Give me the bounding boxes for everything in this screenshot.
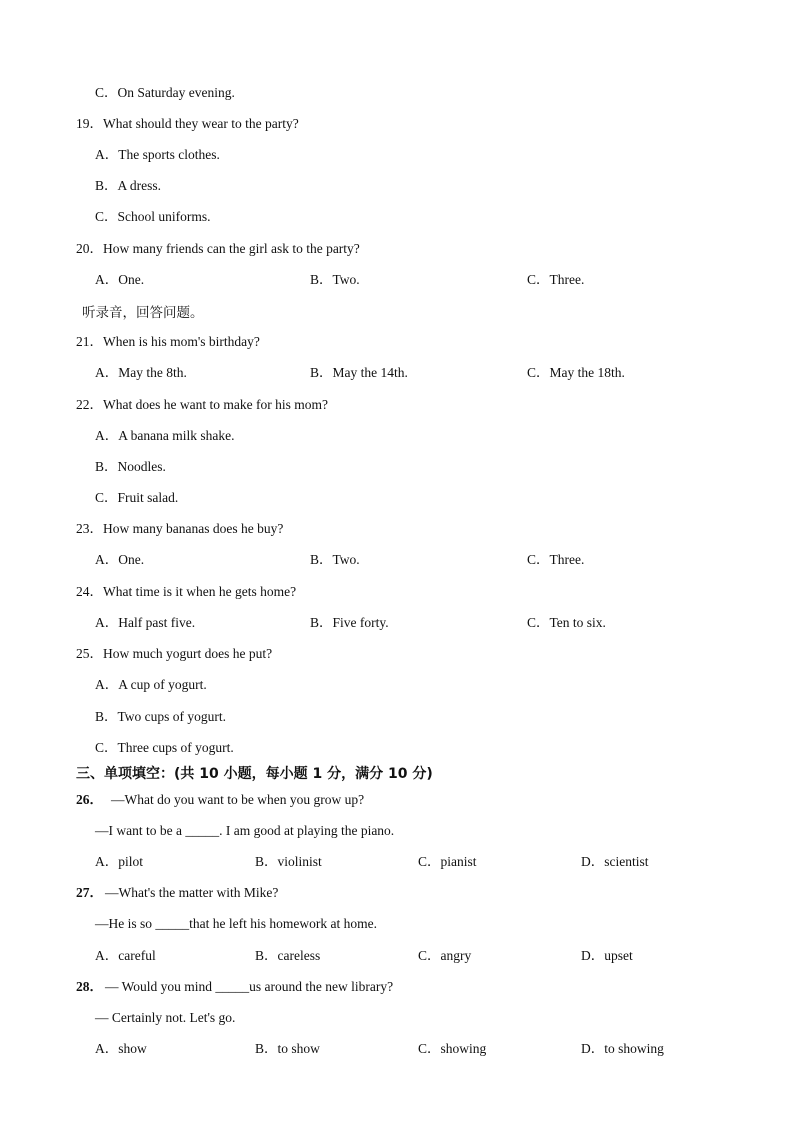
- q28-stem: — Would you mind _____us around the new library?: [105, 979, 394, 994]
- q23-option-b: B．Two.: [310, 552, 360, 567]
- q19-option-c: C．School uniforms.: [95, 209, 211, 224]
- q28-option-a: A．show: [95, 1041, 147, 1056]
- q26-number: 26．: [76, 792, 103, 807]
- q21-option-c: C．May the 18th.: [527, 365, 625, 380]
- q23-stem: 23．How many bananas does he buy?: [76, 521, 284, 536]
- q28-option-c: C．showing: [418, 1041, 487, 1056]
- q22-option-a: A．A banana milk shake.: [95, 428, 235, 443]
- q21-option-b: B．May the 14th.: [310, 365, 408, 380]
- q19-option-b: B．A dress.: [95, 178, 162, 193]
- q23-option-a: A．One.: [95, 552, 145, 567]
- q20-option-c: C．Three.: [527, 272, 585, 287]
- q24-stem: 24．What time is it when he gets home?: [76, 584, 297, 599]
- q25-option-b: B．Two cups of yogurt.: [95, 709, 227, 724]
- q21-option-a: A．May the 8th.: [95, 365, 187, 380]
- q21-stem: 21．When is his mom's birthday?: [76, 334, 260, 349]
- q20-option-a: A．One.: [95, 272, 145, 287]
- q26-dialogue: —I want to be a _____. I am good at playing the piano.: [95, 823, 395, 838]
- q25-option-a: A．A cup of yogurt.: [95, 677, 207, 692]
- section-heading: 三、单项填空：(共 10 小题，每小题 1 分，满分 10 分): [76, 766, 433, 782]
- q28-dialogue: — Certainly not. Let's go.: [95, 1010, 236, 1025]
- q27-option-b: B．careless: [255, 948, 321, 963]
- q22-option-c: C．Fruit salad.: [95, 490, 179, 505]
- q25-option-c: C．Three cups of yogurt.: [95, 740, 234, 755]
- q26-option-d: D．scientist: [581, 854, 649, 869]
- q26-stem: —What do you want to be when you grow up?: [111, 792, 365, 807]
- q25-stem: 25．How much yogurt does he put?: [76, 646, 273, 661]
- q23-option-c: C．Three.: [527, 552, 585, 567]
- q27-option-a: A．careful: [95, 948, 156, 963]
- q27-option-d: D．upset: [581, 948, 633, 963]
- q28-option-d: D．to showing: [581, 1041, 664, 1056]
- q20-stem: 20．How many friends can the girl ask to the party?: [76, 241, 360, 256]
- q22-option-b: B．Noodles.: [95, 459, 166, 474]
- q24-option-a: A．Half past five.: [95, 615, 196, 630]
- q28-option-b: B．to show: [255, 1041, 320, 1056]
- q24-option-c: C．Ten to six.: [527, 615, 606, 630]
- listen-instruction: 听录音，回答问题。: [82, 305, 204, 321]
- q27-number: 27．: [76, 885, 103, 900]
- q27-option-c: C．angry: [418, 948, 472, 963]
- q26-option-c: C．pianist: [418, 854, 477, 869]
- q27-dialogue: —He is so _____that he left his homework at home.: [95, 916, 377, 931]
- q24-option-b: B．Five forty.: [310, 615, 389, 630]
- q26-option-b: B．violinist: [255, 854, 322, 869]
- q27-stem: —What's the matter with Mike?: [105, 885, 279, 900]
- q18-option-c: C．On Saturday evening.: [95, 85, 235, 100]
- q26-option-a: A．pilot: [95, 854, 144, 869]
- q22-stem: 22．What does he want to make for his mom?: [76, 397, 328, 412]
- q19-option-a: A．The sports clothes.: [95, 147, 220, 162]
- q20-option-b: B．Two.: [310, 272, 360, 287]
- q19-stem: 19．What should they wear to the party?: [76, 116, 299, 131]
- q28-number: 28．: [76, 979, 103, 994]
